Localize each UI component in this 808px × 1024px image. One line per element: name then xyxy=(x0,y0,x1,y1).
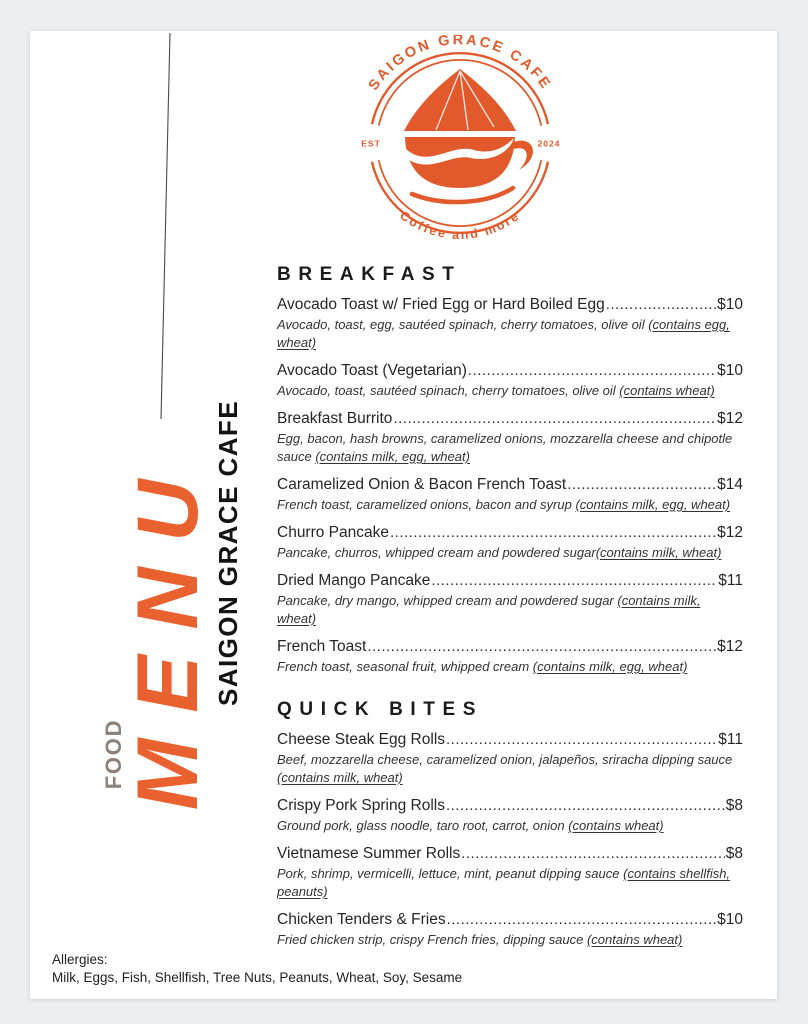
item-description: Pancake, churros, whipped cream and powdered sugar xyxy=(277,545,596,560)
section-items xyxy=(277,294,743,676)
coffee-cup-hat-icon xyxy=(404,69,533,202)
item-description-row xyxy=(277,430,743,466)
item-description: Avocado, toast, sautéed spinach, cherry tomatoes, olive oil xyxy=(277,383,620,398)
menu-item xyxy=(277,522,743,562)
item-description: Avocado, toast, egg, sautéed spinach, cherry tomatoes, olive oil xyxy=(277,317,649,332)
section-items xyxy=(277,729,743,949)
item-name-row xyxy=(277,795,743,816)
menu-item xyxy=(277,294,743,352)
logo-est-label: EST xyxy=(361,138,381,149)
dot-leader xyxy=(468,360,716,381)
item-name: Dried Mango Pancake xyxy=(277,572,431,589)
dot-leader xyxy=(446,729,717,750)
item-description: Fried chicken strip, crispy French fries, dipping sauce xyxy=(277,932,587,947)
item-description: French toast, seasonal fruit, whipped cream xyxy=(277,659,533,674)
item-name-row xyxy=(277,294,743,315)
section-title: BREAKFAST xyxy=(277,264,462,285)
item-description-row xyxy=(277,496,743,514)
item-description-row xyxy=(277,592,743,628)
item-allergen: (contains wheat) xyxy=(619,383,715,398)
item-description-row xyxy=(277,865,743,901)
menu-item xyxy=(277,636,743,676)
item-allergen: (contains milk, wheat) xyxy=(277,593,701,626)
dot-leader xyxy=(446,795,725,816)
cafe-name-vertical-label: SAIGON GRACE CAFE xyxy=(213,400,243,706)
item-price: $11 xyxy=(718,731,743,748)
item-price: $10 xyxy=(717,911,743,928)
item-price: $12 xyxy=(717,524,743,541)
dot-leader xyxy=(390,522,716,543)
item-allergen: (contains milk, wheat) xyxy=(277,770,403,785)
menu-item xyxy=(277,474,743,514)
item-price: $11 xyxy=(718,572,743,589)
decorative-slanted-line xyxy=(30,31,230,431)
logo-year-label: 2024 xyxy=(537,138,561,149)
item-name: Avocado Toast (Vegetarian) xyxy=(277,362,467,379)
item-name-row xyxy=(277,360,743,381)
item-allergen: (contains milk, egg, wheat) xyxy=(575,497,731,512)
item-allergen: (contains wheat) xyxy=(568,818,664,833)
item-description-row xyxy=(277,316,743,352)
item-description-row xyxy=(277,658,743,676)
item-name: Vietnamese Summer Rolls xyxy=(277,845,461,862)
item-price: $14 xyxy=(717,476,743,493)
item-name-row xyxy=(277,636,743,657)
item-description-row xyxy=(277,751,743,787)
item-allergen: (contains milk, egg, wheat) xyxy=(315,449,470,464)
item-description: Pork, shrimp, vermicelli, lettuce, mint, peanut dipping sauce xyxy=(277,866,624,881)
item-name-row xyxy=(277,474,743,495)
item-allergen: (contains milk, egg, wheat) xyxy=(532,659,688,674)
item-name: Caramelized Onion & Bacon French Toast xyxy=(277,476,567,493)
item-allergen: (contains wheat) xyxy=(586,932,683,947)
item-description: Egg, bacon, hash browns, caramelized onions, mozzarella cheese and chipotle sauce xyxy=(277,431,733,464)
item-description: Ground pork, glass noodle, taro root, carrot, onion xyxy=(277,818,569,833)
item-name: Cheese Steak Egg Rolls xyxy=(277,731,446,748)
item-name: Churro Pancake xyxy=(277,524,390,541)
item-price: $12 xyxy=(717,638,743,655)
menu-section xyxy=(277,698,743,949)
menu-page xyxy=(30,31,777,999)
item-description-row xyxy=(277,382,743,400)
dot-leader xyxy=(606,294,716,315)
item-description-row xyxy=(277,544,743,562)
item-price: $10 xyxy=(717,296,743,313)
allergies-label: Allergies: xyxy=(52,952,108,967)
dot-leader xyxy=(447,909,717,930)
menu-item xyxy=(277,570,743,628)
section-title: QUICK BITES xyxy=(277,699,484,720)
item-price: $8 xyxy=(725,845,743,862)
logo-tagline-arc-text: Coffee and more xyxy=(397,208,523,243)
menu-item xyxy=(277,360,743,400)
menu-section xyxy=(277,263,743,676)
item-description: Beef, mozzarella cheese, caramelized onion, jalapeños, sriracha dipping sauce xyxy=(277,752,733,767)
allergies-note xyxy=(52,951,462,987)
dot-leader xyxy=(461,843,725,864)
dot-leader xyxy=(431,570,717,591)
item-description-row xyxy=(277,931,743,949)
item-name-row xyxy=(277,843,743,864)
dot-leader xyxy=(367,636,716,657)
logo-brand-arc-text: SAIGON GRACE CAFE xyxy=(365,35,555,94)
menu-item xyxy=(277,909,743,949)
item-description: French toast, caramelized onions, bacon and syrup xyxy=(277,497,576,512)
dot-leader xyxy=(393,408,716,429)
item-price: $8 xyxy=(725,797,743,814)
allergies-list: Milk, Eggs, Fish, Shellfish, Tree Nuts, Peanuts, Wheat, Soy, Sesame xyxy=(52,970,463,985)
menu-vertical-title: MENU xyxy=(120,453,216,811)
cafe-logo xyxy=(350,35,570,251)
item-name: Chicken Tenders & Fries xyxy=(277,911,446,928)
item-name: Avocado Toast w/ Fried Egg or Hard Boiled Egg xyxy=(277,296,605,313)
item-allergen: (contains shellfish, peanuts) xyxy=(277,866,731,899)
item-allergen: (contains egg, wheat) xyxy=(277,317,730,350)
menu-item xyxy=(277,408,743,466)
item-name-row xyxy=(277,729,743,750)
item-description-row xyxy=(277,817,743,835)
item-allergen: (contains milk, wheat) xyxy=(595,545,722,560)
dot-leader xyxy=(567,474,716,495)
menu-content-column xyxy=(277,263,743,957)
menu-item xyxy=(277,843,743,901)
item-name: Crispy Pork Spring Rolls xyxy=(277,797,445,814)
item-name-row xyxy=(277,522,743,543)
item-name-row xyxy=(277,570,743,591)
menu-item xyxy=(277,795,743,835)
item-name: French Toast xyxy=(277,638,367,655)
item-name-row xyxy=(277,909,743,930)
menu-item xyxy=(277,729,743,787)
food-vertical-label: FOOD xyxy=(101,718,126,790)
item-description: Pancake, dry mango, whipped cream and powdered sugar xyxy=(277,593,618,608)
item-price: $10 xyxy=(717,362,743,379)
item-price: $12 xyxy=(717,410,743,427)
item-name: Breakfast Burrito xyxy=(277,410,393,427)
item-name-row xyxy=(277,408,743,429)
